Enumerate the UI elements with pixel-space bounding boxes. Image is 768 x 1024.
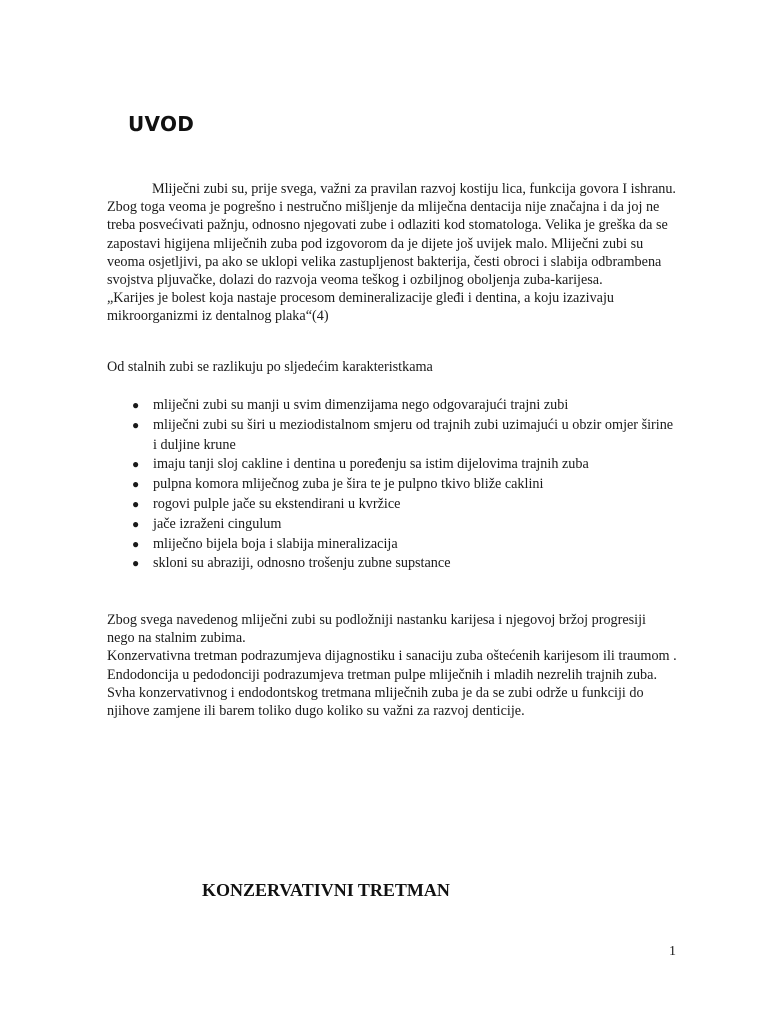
list-item-text: imaju tanji sloj cakline i dentina u poređenju sa istim dijelovima trajnih zuba bbox=[153, 456, 589, 473]
list-item bbox=[107, 455, 677, 475]
caries-quote: „Karijes je bolest koja nastaje procesom demineralizacije gleđi i dentina, a koju izazivaju mikroorganizmi iz dentalnog plaka“(4) bbox=[107, 290, 615, 325]
intro-paragraph bbox=[107, 180, 677, 326]
closing-line: Konzervativna tretman podrazumjeva dijagnostiku i sanaciju zuba oštećenih karijesom ili traumom . bbox=[107, 648, 677, 665]
intro-text: Mliječni zubi su, prije svega, važni za pravilan razvoj kostiju lica, funkcija govora I ishranu. Zbog toga veoma je pogrešno i nestručno mišljenje da mliječna dentacija nije značajna i da joj ne treba posvećivati pažnju, odnosno njegovati zube i odlaziti kod stomatologa. Velika je greška da se zapostavi higijena mliječnih zuba pod izgovorom da je dijete još uvijek malo. Mliječni zubi su veoma osjetljivi, pa ako se uklopi velika zastupljenost bakterija, česti obroci i slabija odbrambena svojstva pljuvačke, dolazi do razvoja veoma teškog i ozbiljnog oboljenja zuba-karijesa. bbox=[107, 181, 676, 289]
bullet-icon: ● bbox=[132, 477, 140, 492]
list-item bbox=[107, 535, 677, 555]
bullet-icon: ● bbox=[132, 417, 140, 432]
list-item-text: mliječni zubi su manji u svim dimenzijama nego odgovarajući trajni zubi bbox=[153, 397, 569, 413]
section-title-uvod: UVOD bbox=[128, 112, 195, 136]
list-item bbox=[107, 554, 677, 574]
closing-line: Endodoncija u pedodonciji podrazumjeva tretman pulpe mliječnih i mladih nezrelih trajnih zuba. bbox=[107, 666, 657, 683]
closing-paragraph bbox=[107, 611, 677, 720]
list-item bbox=[107, 416, 677, 456]
characteristics-list bbox=[107, 396, 677, 574]
list-item bbox=[107, 515, 677, 535]
list-item-text: pulpna komora mliječnog zuba je šira te je pulpno tkivo bliže caklini bbox=[153, 476, 544, 493]
bullet-icon: ● bbox=[132, 398, 140, 412]
bullet-icon: ● bbox=[132, 536, 140, 551]
bullet-icon: ● bbox=[132, 457, 140, 472]
list-item-text: jače izraženi cingulum bbox=[153, 515, 282, 532]
closing-line: Svha konzervativnog i endodontskog tretmana mliječnih zuba je da se zubi održe u funkciji do njihove zamjene ili barem toliko dugo koliko su važni za razvoj denticije. bbox=[107, 684, 644, 720]
closing-line: Zbog svega navedenog mliječni zubi su podložniji nastanku karijesa i njegovoj bržoj progresiji nego na stalnim zubima. bbox=[107, 612, 646, 647]
page-number: 1 bbox=[669, 944, 676, 959]
list-item-text: rogovi pulple jače su ekstendirani u kvržice bbox=[153, 495, 401, 512]
list-item bbox=[107, 495, 677, 515]
list-item-text: skloni su abraziji, odnosno trošenju zubne supstance bbox=[153, 555, 451, 572]
list-intro: Od stalnih zubi se razlikuju po sljedećim karakteristkama bbox=[107, 359, 433, 375]
bullet-icon: ● bbox=[132, 516, 140, 531]
list-item bbox=[107, 396, 677, 416]
bullet-icon: ● bbox=[132, 556, 140, 571]
list-item-text: mliječno bijela boja i slabija mineralizacija bbox=[153, 535, 398, 552]
list-item-text: mliječni zubi su širi u meziodistalnom smjeru od trajnih zubi uzimajući u obzir omjer širine i duljine krune bbox=[153, 416, 674, 453]
list-item bbox=[107, 475, 677, 495]
bullet-icon: ● bbox=[132, 496, 140, 511]
section-title-konzervativni: KONZERVATIVNI TRETMAN bbox=[202, 880, 450, 900]
